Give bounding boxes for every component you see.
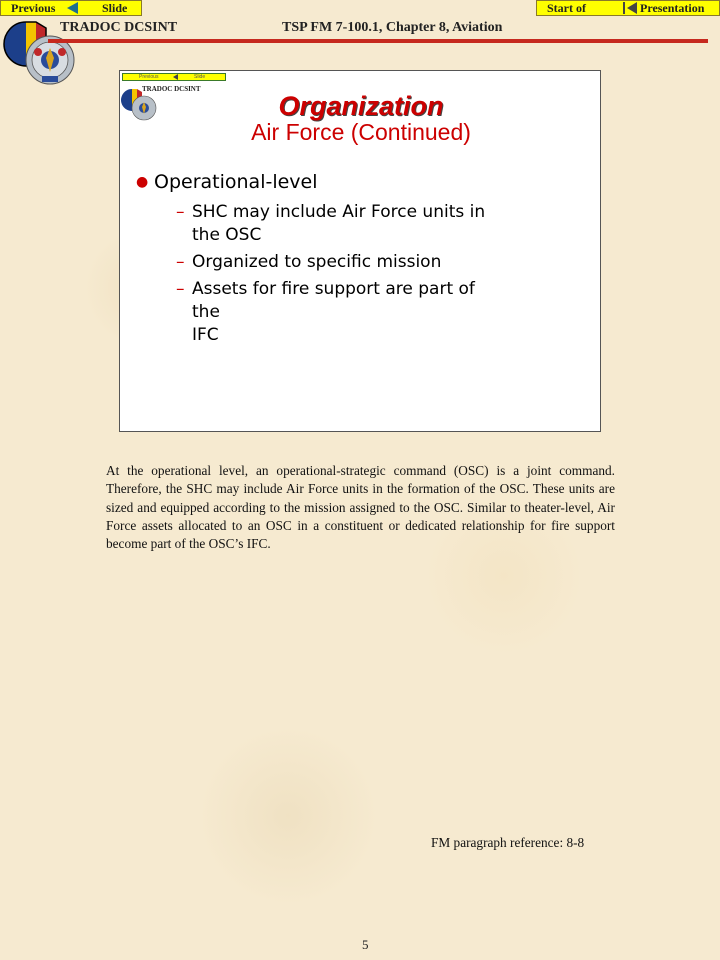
mini-nav-bar: [122, 73, 226, 81]
header-rule: [48, 39, 708, 43]
bar-icon: [623, 2, 625, 14]
main-bullet: [136, 171, 318, 193]
triangle-left-icon: [67, 2, 78, 14]
slide-subheading: Air Force (Continued): [251, 119, 471, 145]
slide-label: Slide: [102, 1, 128, 15]
main-bullet-text: Operational-level: [154, 171, 318, 193]
slide-image: [119, 70, 601, 432]
previous-label: Previous: [11, 1, 56, 15]
mini-header-org: TRADOC DCSINT: [142, 85, 201, 93]
mini-slide-label: Slide: [194, 74, 206, 80]
slide-heading: Organization: [278, 91, 444, 121]
header-org: TRADOC DCSINT: [60, 20, 178, 35]
sub-bullet-list: [176, 201, 506, 351]
start-of-label: Start of: [547, 1, 586, 15]
sub-bullet-line: Assets for fire support are part of the: [192, 279, 475, 322]
fm-paragraph-reference: FM paragraph reference: 8-8: [431, 835, 585, 850]
page-number: 5: [362, 937, 369, 952]
bullet-dot-icon: ●: [136, 174, 149, 190]
dash-icon: –: [176, 252, 185, 272]
sub-bullet-item: [176, 201, 506, 247]
previous-slide-button[interactable]: [0, 0, 142, 16]
mini-previous-label: Previous: [139, 74, 159, 80]
sub-bullet-item: [176, 278, 506, 347]
sub-bullet-item: [176, 251, 506, 274]
sub-bullet-line: the OSC: [192, 225, 262, 245]
sub-bullet-line: SHC may include Air Force units in: [192, 202, 486, 222]
start-of-presentation-button[interactable]: [536, 0, 720, 16]
mini-triangle-left-icon: [173, 74, 178, 80]
sub-bullet-line: IFC: [192, 325, 219, 345]
notes-paragraph: At the operational level, an operational-strategic command (OSC) is a joint command. Therefore, the SHC may include Air Force units in the formation of the OSC. These units are sized and equipped according to the mission assigned to the OSC. Similar to theater-level, Air Force assets allocated to an OSC in a constituent or dedicated relationship for fire support become part of the OSC’s IFC.: [106, 463, 615, 552]
dash-icon: –: [176, 202, 185, 222]
presentation-label: Presentation: [640, 1, 705, 15]
dash-icon: –: [176, 279, 185, 299]
sub-bullet-line: Organized to specific mission: [192, 252, 442, 272]
triangle-left-bar-icon: [627, 2, 637, 14]
header-title: TSP FM 7-100.1, Chapter 8, Aviation: [282, 20, 503, 35]
